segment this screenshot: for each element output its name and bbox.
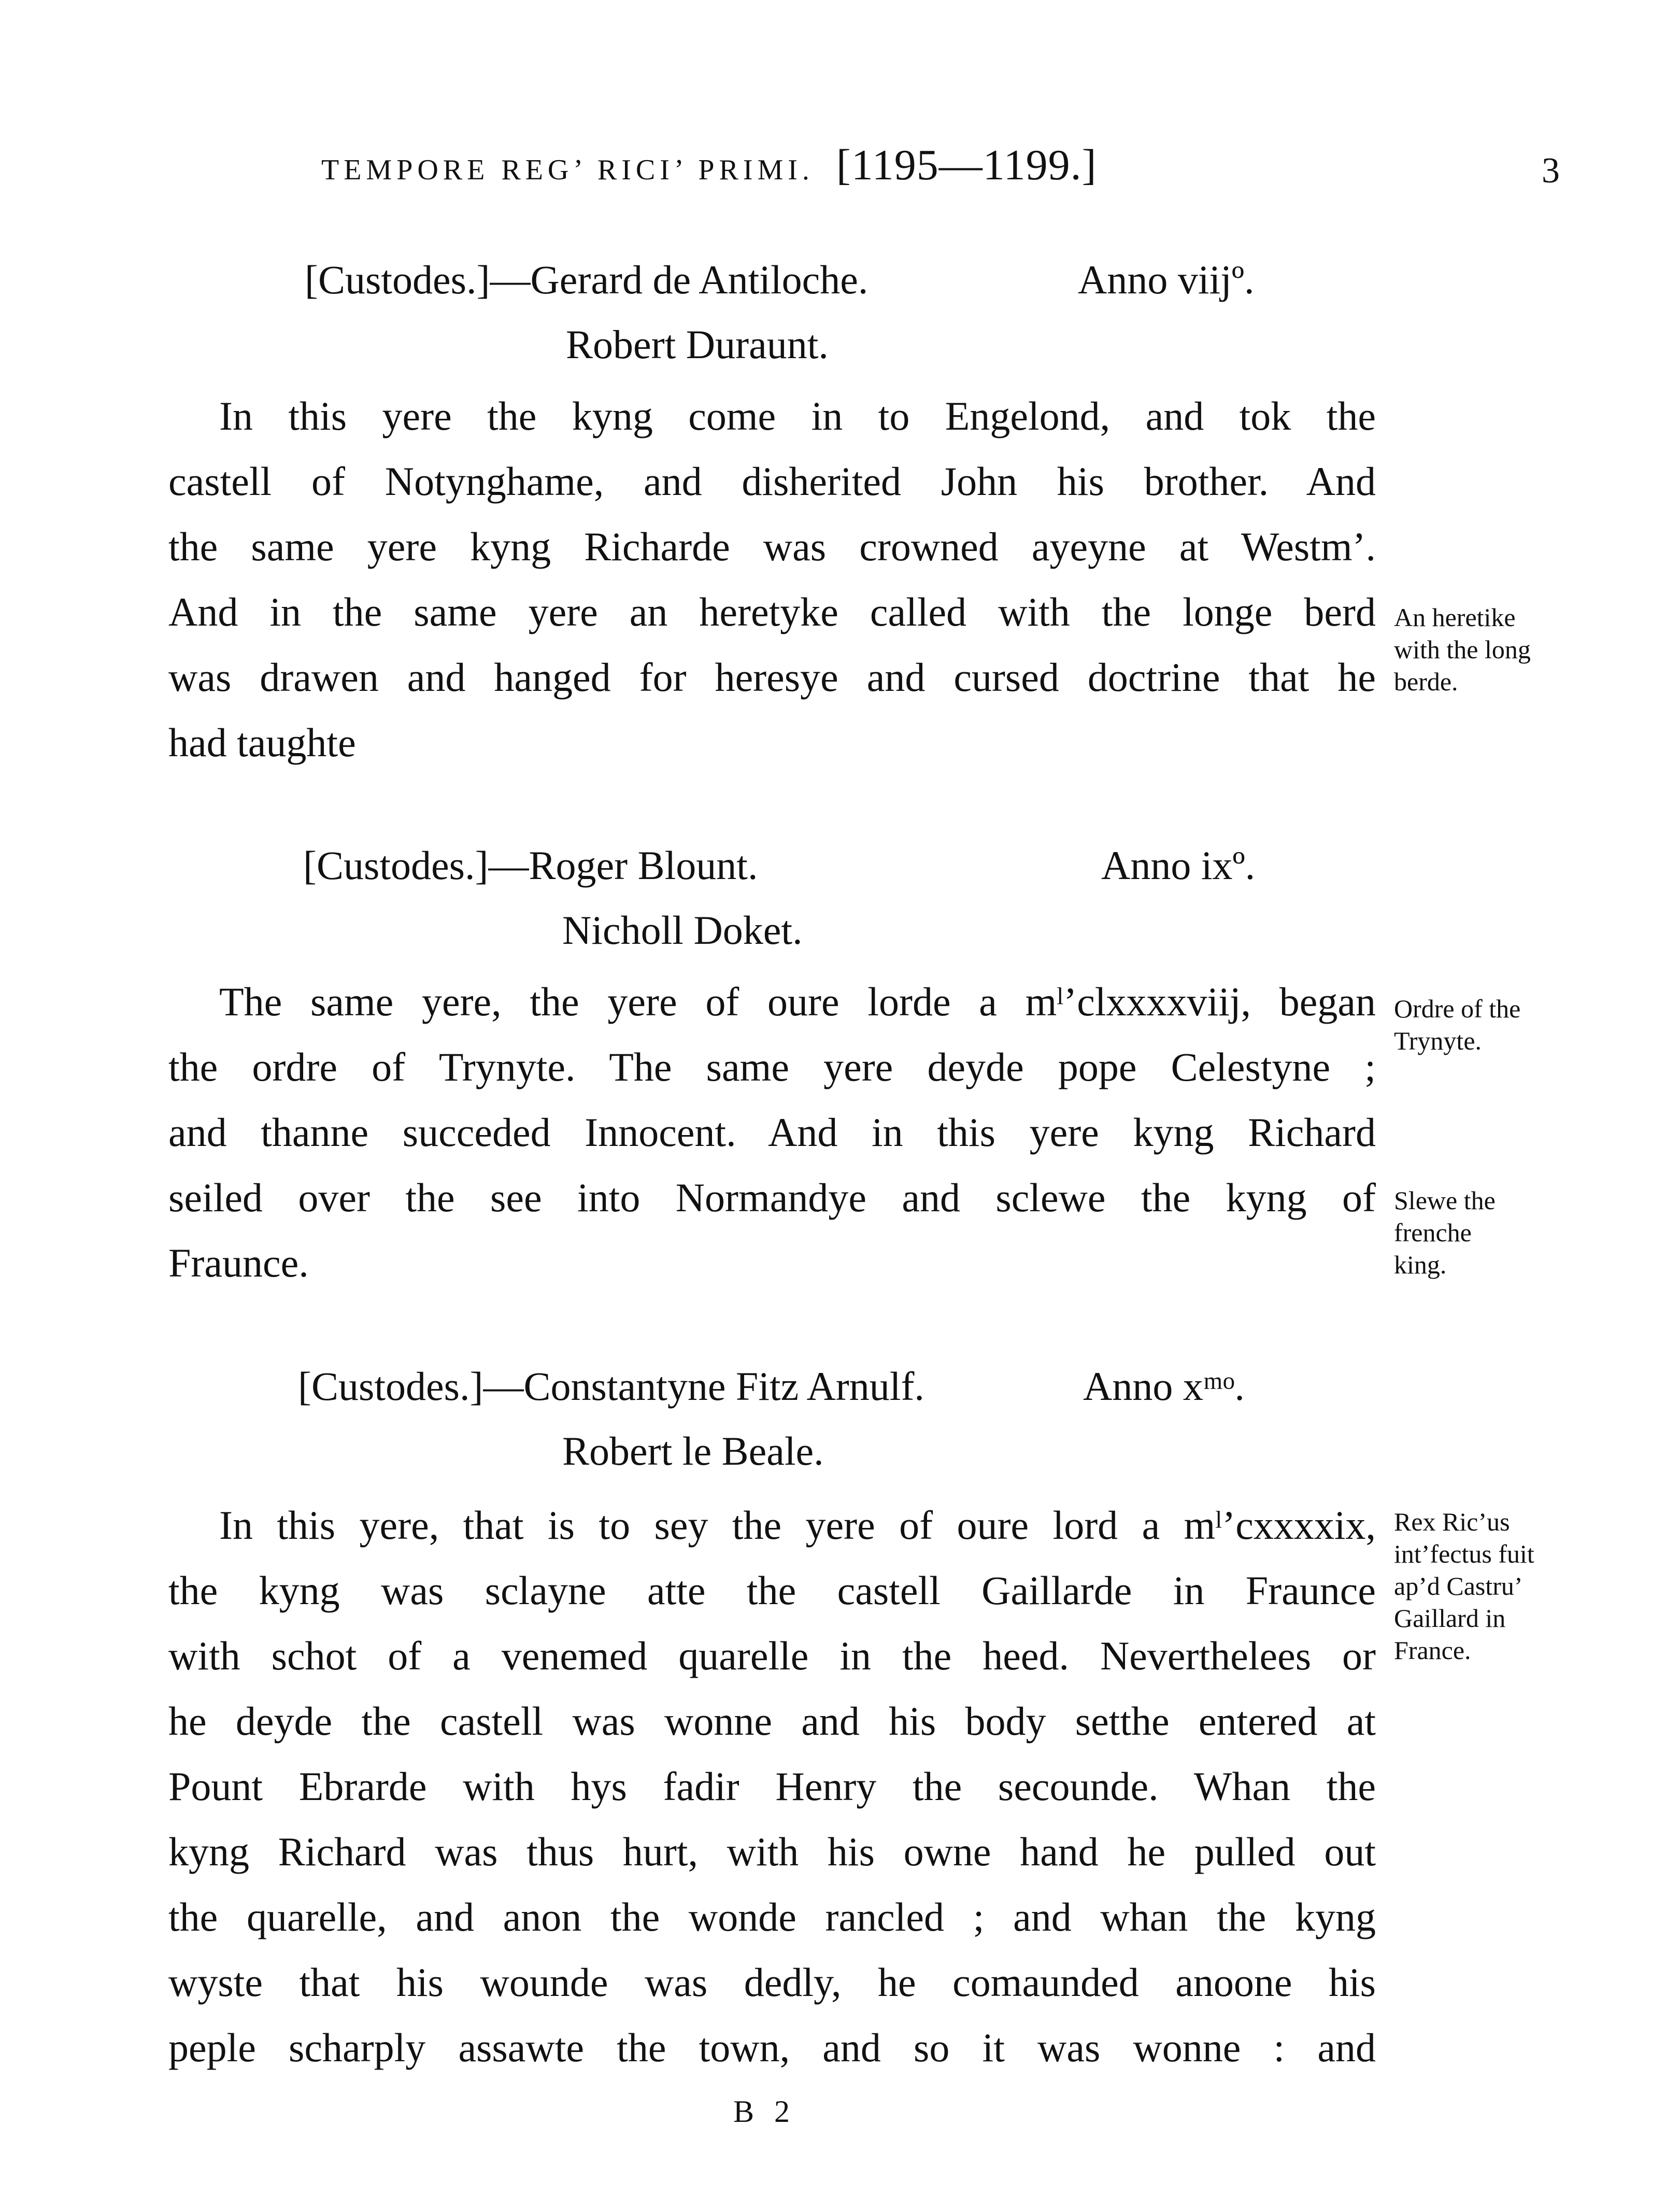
body-line: the quarelle, and anon the wonde rancled ; and whan the kyng [168,1894,1376,1939]
body-line: had taughte [168,720,356,765]
body-line: castell of Notynghame, and disherited John his brother. And [168,459,1376,504]
section-3-heading: [Custodes.]—Constantyne Fitz Arnulf. [298,1364,924,1409]
margin-note-rex-ricus [1394,1506,1591,1666]
section-2-heading-line2: Nicholl Doket. [562,908,803,953]
margin-note-frenche-king [1394,1184,1591,1281]
body-line: Pount Ebrarde with hys fadir Henry the secounde. Whan the [168,1764,1376,1809]
margin-note-line: Rex Ric’us [1394,1507,1510,1536]
section-2-anno: Anno ixº. [1101,843,1256,888]
body-line: with schot of a venemed quarelle in the heed. Neverthelees or [168,1633,1376,1678]
body-line: peple scharply assawte the town, and so it was wonne : and [168,2025,1376,2070]
margin-note-line: ap’d Castru’ [1394,1571,1523,1600]
body-line: In this yere, that is to sey the yere of oure lord a mˡ’cxxxxix, [219,1503,1376,1548]
body-line: seiled over the see into Normandye and sclewe the kyng of [168,1175,1376,1220]
body-line: The same yere, the yere of oure lorde a mˡ’clxxxxviij, began [219,979,1376,1024]
section-1-anno: Anno viijº. [1078,257,1255,302]
section-3-heading-line2: Robert le Beale. [562,1428,824,1474]
signature-mark: B 2 [733,2094,796,2129]
running-head [321,140,1097,190]
body-line: he deyde the castell was wonne and his body setthe entered at [168,1698,1376,1744]
body-line: and thanne succeded Innocent. And in this yere kyng Richard [168,1110,1376,1155]
margin-note-trynyte [1394,993,1591,1057]
body-line: And in the same yere an heretyke called with the longe berd [168,589,1376,634]
margin-note-line: France. [1394,1636,1471,1665]
margin-note-line: An heretike [1394,603,1516,632]
section-1-heading-line2: Robert Duraunt. [566,322,829,367]
section-2-heading: [Custodes.]—Roger Blount. [303,843,758,888]
margin-note-line: berde. [1394,667,1458,696]
margin-note-line: Trynyte. [1394,1026,1482,1055]
body-line: Fraunce. [168,1240,309,1285]
section-2-body [168,969,1376,1296]
body-line: In this yere the kyng come in to Engelond, and tok the [219,393,1376,438]
running-head-dates: [1195—1199.] [836,141,1097,189]
margin-note-line: king. [1394,1250,1447,1279]
margin-note-line: int’fectus fuit [1394,1539,1534,1568]
body-line: the same yere kyng Richarde was crowned ayeyne at Westm’. [168,524,1376,569]
section-3-anno: Anno xᵐᵒ. [1083,1364,1245,1409]
body-line: was drawen and hanged for heresye and cursed doctrine that he [168,655,1376,700]
margin-note-line: frenche [1394,1218,1472,1247]
margin-note-line: Ordre of the [1394,994,1521,1023]
body-line: the kyng was sclayne atte the castell Gaillarde in Fraunce [168,1568,1376,1613]
running-title: TEMPORE REG’ RICI’ PRIMI. [321,154,814,186]
body-line: wyste that his wounde was dedly, he comaunded anoone his [168,1960,1376,2005]
section-3-body [168,1493,1376,2080]
margin-note-line: Slewe the [1394,1186,1496,1215]
section-1-body [168,384,1376,775]
margin-note-line: Gaillard in [1394,1604,1506,1633]
page-number: 3 [1542,151,1560,191]
margin-note-heretike [1394,601,1591,698]
section-1-heading: [Custodes.]—Gerard de Antiloche. [305,257,869,302]
body-line: kyng Richard was thus hurt, with his owne hand he pulled out [168,1829,1376,1874]
margin-note-line: with the long [1394,635,1531,664]
body-line: the ordre of Trynyte. The same yere deyde pope Celestyne ; [168,1044,1376,1089]
